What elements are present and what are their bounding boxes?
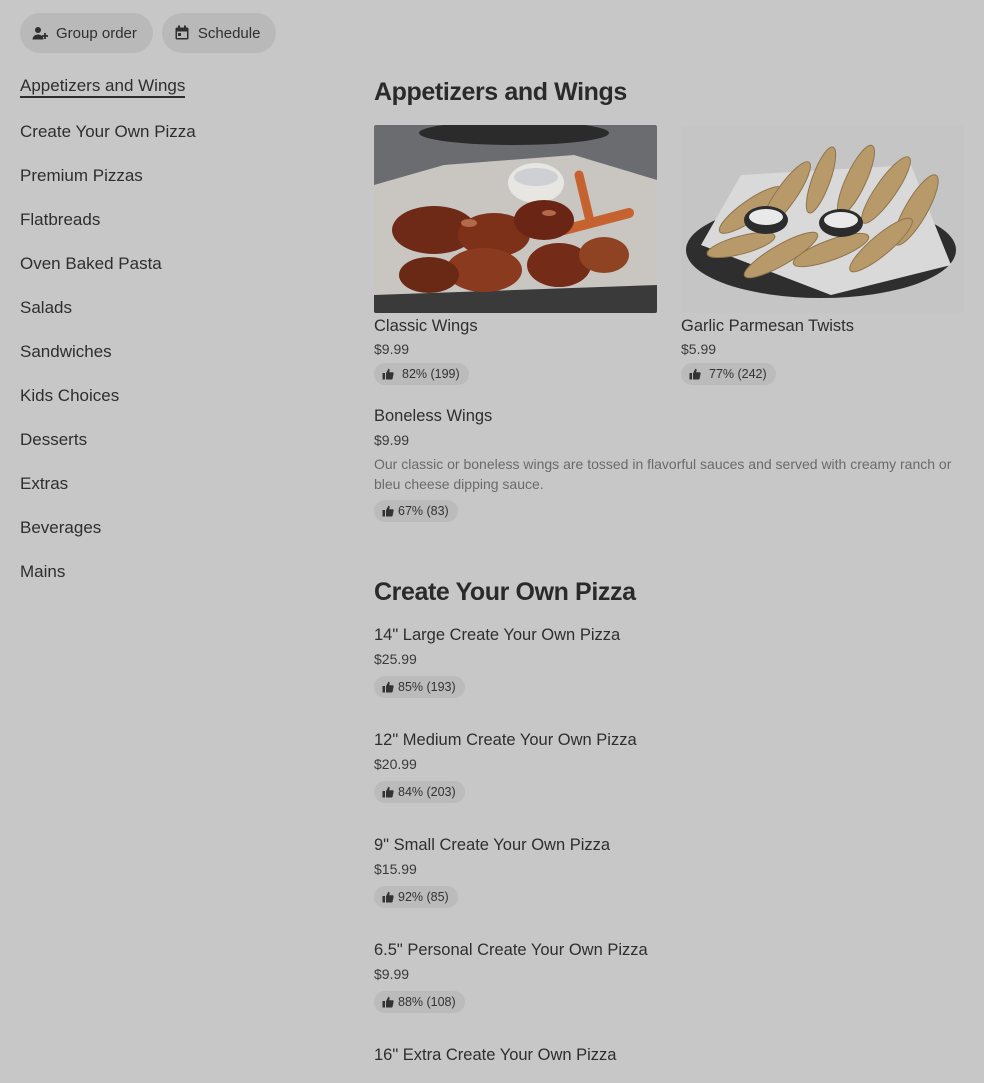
sidebar-item-desserts[interactable]: Desserts (20, 430, 88, 449)
thumbs-up-icon (382, 786, 394, 798)
item-price: $25.99 (374, 651, 417, 667)
menu-item-12-medium-pizza[interactable] (374, 729, 964, 803)
wings-photo (374, 125, 657, 313)
rating-badge: 84% (203) (374, 781, 465, 803)
thumbs-up-icon (382, 996, 394, 1008)
twists-photo (681, 125, 964, 313)
menu-card-classic-wings[interactable] (374, 125, 657, 385)
sidebar-item-oven-baked-pasta[interactable]: Oven Baked Pasta (20, 254, 162, 273)
item-name: 16" Extra Create Your Own Pizza (374, 1046, 617, 1064)
item-price: $5.99 (681, 341, 717, 357)
sidebar-item-appetizers-and-wings[interactable]: Appetizers and Wings (20, 74, 320, 120)
rating-badge: 82% (199) (374, 363, 469, 385)
menu-item-boneless-wings[interactable] (374, 405, 964, 522)
sidebar-item-premium-pizzas[interactable]: Premium Pizzas (20, 166, 143, 185)
sidebar-item-create-your-own-pizza[interactable]: Create Your Own Pizza (20, 122, 196, 141)
item-name: Garlic Parmesan Twists (681, 317, 854, 335)
thumbs-up-icon (382, 368, 394, 380)
rating-badge: 88% (108) (374, 991, 465, 1013)
section-title-appetizers: Appetizers and Wings (374, 78, 627, 106)
menu-item-6-5-personal-pizza[interactable] (374, 939, 964, 1013)
thumbs-up-icon (689, 368, 701, 380)
menu-item-14-large-pizza[interactable] (374, 624, 964, 698)
person-add-icon (32, 25, 48, 41)
item-price: $15.99 (374, 861, 417, 877)
schedule-label: Schedule (197, 24, 261, 42)
menu-content (374, 74, 964, 1066)
item-price: $9.99 (374, 341, 410, 357)
sidebar-item-extras[interactable]: Extras (20, 474, 69, 493)
group-order-label: Group order (56, 24, 137, 42)
sidebar-item-salads[interactable]: Salads (20, 298, 72, 317)
rating-badge: 77% (242) (681, 363, 776, 385)
group-order-button[interactable] (20, 13, 153, 53)
sidebar-item-kids-choices[interactable]: Kids Choices (20, 386, 120, 405)
sidebar-item-flatbreads[interactable]: Flatbreads (20, 210, 101, 229)
item-price: $20.99 (374, 756, 417, 772)
schedule-button[interactable] (162, 13, 277, 53)
featured-cards (374, 125, 964, 385)
item-price: $9.99 (374, 432, 410, 448)
thumbs-up-icon (382, 505, 394, 517)
menu-item-9-small-pizza[interactable] (374, 834, 964, 908)
thumbs-up-icon (382, 681, 394, 693)
item-name: 14" Large Create Your Own Pizza (374, 626, 621, 644)
menu-card-garlic-parmesan-twists[interactable] (681, 125, 964, 385)
item-name: Classic Wings (374, 317, 478, 335)
sidebar-item-sandwiches[interactable]: Sandwiches (20, 342, 112, 361)
item-name: 9" Small Create Your Own Pizza (374, 836, 611, 854)
sidebar-item-beverages[interactable]: Beverages (20, 518, 102, 537)
rating-badge: 85% (193) (374, 676, 465, 698)
item-name: Boneless Wings (374, 407, 493, 425)
item-price: $9.99 (374, 966, 410, 982)
top-actions (20, 13, 276, 53)
section-title-create-your-own-pizza: Create Your Own Pizza (374, 578, 636, 606)
item-description: Our classic or boneless wings are tossed in flavorful sauces and served with creamy ranch or bleu cheese dipping sauce. (374, 456, 952, 492)
item-name: 6.5" Personal Create Your Own Pizza (374, 941, 648, 959)
thumbs-up-icon (382, 891, 394, 903)
menu-item-16-extra-pizza[interactable] (374, 1044, 964, 1066)
rating-badge: 67% (83) (374, 500, 458, 522)
item-name: 12" Medium Create Your Own Pizza (374, 731, 637, 749)
calendar-icon (174, 25, 190, 41)
sidebar-item-mains[interactable]: Mains (20, 562, 66, 581)
category-sidebar (20, 74, 320, 604)
rating-badge: 92% (85) (374, 886, 458, 908)
